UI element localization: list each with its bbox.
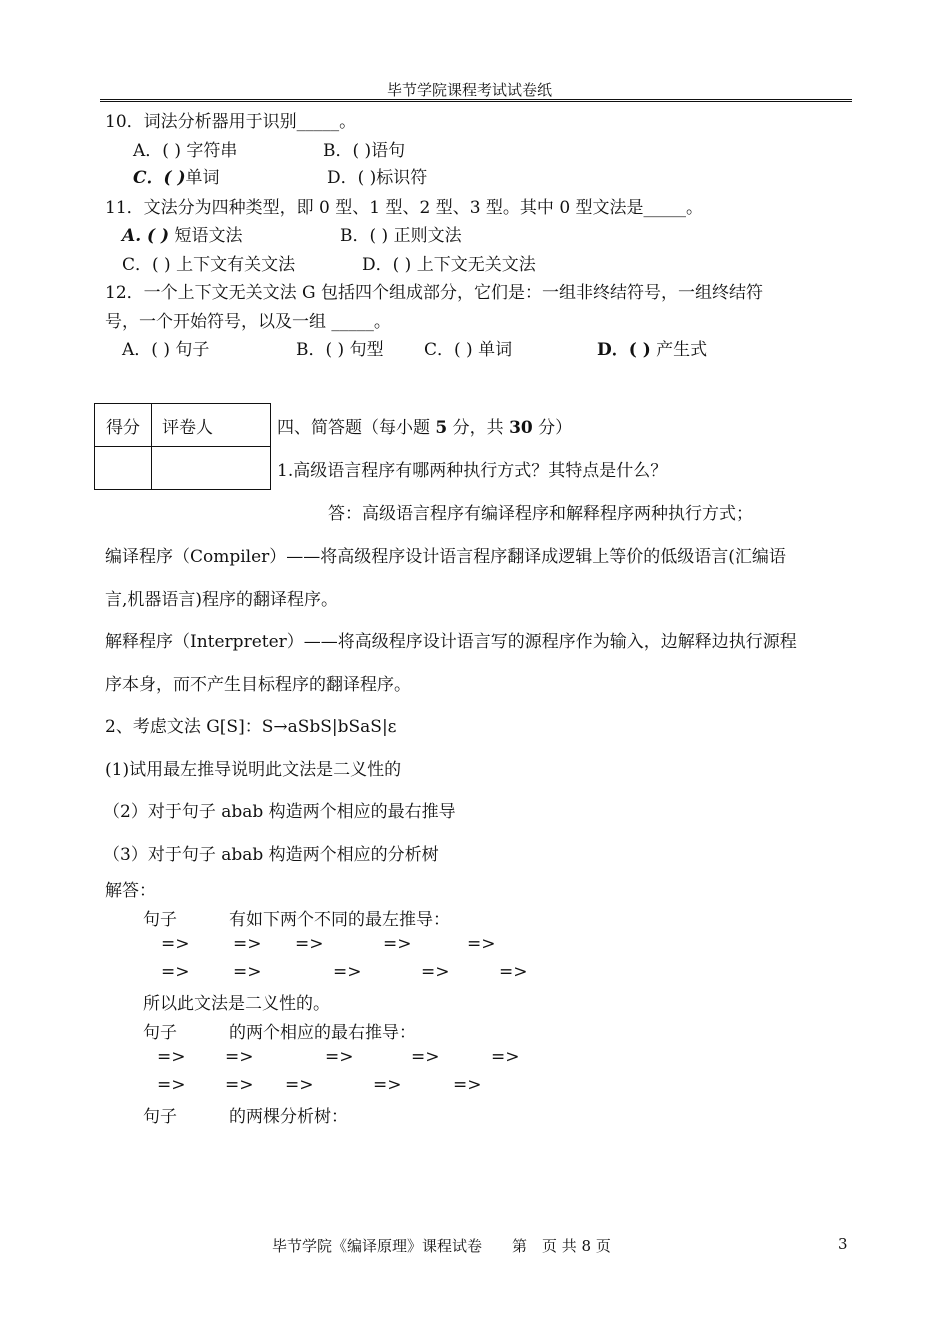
s4q1-answer: 答：高级语言程序有编译程序和解释程序两种执行方式；	[328, 504, 753, 524]
q11-option-d: D．( ) 上下文无关文法	[362, 255, 536, 275]
answer-label: 解答：	[105, 881, 156, 901]
derivation-arrow: =>	[157, 1047, 186, 1067]
q12-stem-line1: 12．一个上下文无关文法 G 包括四个组成部分，它们是：一组非终结符号，一组终结符	[105, 283, 764, 303]
q10-option-d: D．( )标识符	[327, 168, 428, 188]
footer-text: 毕节学院《编译原理》课程试卷 第 页 共 8 页	[272, 1237, 611, 1255]
leftmost-derivation-text: 有如下两个不同的最左推导：	[229, 910, 450, 930]
section-4-title-pre: 四、简答题（每小题	[277, 418, 436, 438]
derivation-arrow: =>	[225, 1075, 254, 1095]
derivation-arrow: =>	[411, 1047, 440, 1067]
section-4-title	[277, 413, 572, 438]
page-number: 3	[838, 1235, 848, 1253]
s4q2-part1: (1)试用最左推导说明此文法是二义性的	[105, 760, 402, 780]
s4q2-part2: （2）对于句子 abab 构造两个相应的最右推导	[103, 802, 456, 822]
q11-option-a-text: 短语文法	[174, 226, 243, 246]
q10-option-c-text: 单词	[185, 168, 220, 188]
q12-option-d-mark: D．( )	[597, 340, 651, 360]
rightmost-sentence-label: 句子	[143, 1023, 177, 1043]
q10-option-c-mark: C．( )	[133, 168, 186, 188]
derivation-arrow: =>	[233, 962, 262, 982]
s4q1-interpreter-line2: 序本身，而不产生目标程序的翻译程序。	[105, 675, 411, 695]
q12-option-b: B．( ) 句型	[296, 340, 384, 360]
q10-option-c	[133, 163, 220, 188]
derivation-arrow: =>	[157, 1075, 186, 1095]
q10-option-b: B．( )语句	[323, 141, 406, 161]
s4q1-compiler-line1: 编译程序（Compiler）——将高级程序设计语言程序翻译成逻辑上等价的低级语言(汇编语	[105, 547, 786, 567]
header-rule	[100, 99, 852, 100]
section-4-points-total: 30	[509, 418, 533, 438]
derivation-arrow: =>	[453, 1075, 482, 1095]
derivation-arrow: =>	[233, 934, 262, 954]
derivation-arrow: =>	[295, 934, 324, 954]
score-table	[94, 403, 271, 490]
q12-stem-line2: 号，一个开始符号，以及一组 _____。	[105, 312, 391, 332]
q12-option-d	[597, 335, 707, 360]
header-title: 毕节学院课程考试试卷纸	[387, 81, 553, 99]
derivation-arrow: =>	[421, 962, 450, 982]
section-4-title-post: 分）	[532, 418, 573, 438]
s4q1-compiler-line2: 言,机器语言)程序的翻译程序。	[105, 590, 339, 610]
s4q1-interpreter-line1: 解释程序（Interpreter）——将高级程序设计语言写的源程序作为输入，边解释边执行源程	[105, 632, 797, 652]
q10-stem: 10．词法分析器用于识别_____。	[105, 112, 357, 132]
score-cell	[95, 447, 152, 490]
section-4-title-mid: 分，共	[447, 418, 510, 438]
ambiguous-conclusion: 所以此文法是二义性的。	[143, 994, 330, 1014]
derivation-arrow: =>	[499, 962, 528, 982]
q10-option-a: A．( ) 字符串	[133, 141, 238, 161]
derivation-arrow: =>	[285, 1075, 314, 1095]
q11-option-a	[122, 221, 242, 246]
header-rule-2	[100, 101, 852, 102]
derivation-arrow: =>	[225, 1047, 254, 1067]
q11-option-b: B．( ) 正则文法	[340, 226, 462, 246]
s4q2-stem: 2、考虑文法 G[S]：S→aSbS|bSaS|ε	[105, 717, 397, 737]
derivation-arrow: =>	[467, 934, 496, 954]
grader-cell	[152, 447, 271, 490]
derivation-arrow: =>	[373, 1075, 402, 1095]
derivation-arrow: =>	[491, 1047, 520, 1067]
s4q1-question: 1.高级语言程序有哪两种执行方式？其特点是什么？	[277, 461, 668, 481]
derivation-arrow: =>	[161, 962, 190, 982]
derivation-arrow: =>	[383, 934, 412, 954]
parse-tree-text: 的两棵分析树：	[229, 1107, 348, 1127]
rightmost-derivation-text: 的两个相应的最右推导：	[229, 1023, 416, 1043]
derivation-arrow: =>	[333, 962, 362, 982]
leftmost-sentence-label: 句子	[143, 910, 177, 930]
q12-option-a: A．( ) 句子	[122, 340, 210, 360]
derivation-arrow: =>	[325, 1047, 354, 1067]
grader-label: 评卷人	[152, 404, 271, 447]
q11-stem: 11．文法分为四种类型，即 0 型、1 型、2 型、3 型。其中 0 型文法是_____。	[105, 198, 704, 218]
parse-tree-sentence-label: 句子	[143, 1107, 177, 1127]
s4q2-part3: （3）对于句子 abab 构造两个相应的分析树	[103, 845, 439, 865]
q11-option-c: C．( ) 上下文有关文法	[122, 255, 296, 275]
derivation-arrow: =>	[161, 934, 190, 954]
q12-option-d-text: 产生式	[656, 340, 708, 360]
section-4-points-each: 5	[435, 418, 448, 438]
q12-option-c: C．( ) 单词	[424, 340, 513, 360]
q11-option-a-mark: A. ( )	[122, 226, 170, 246]
score-label: 得分	[95, 404, 152, 447]
